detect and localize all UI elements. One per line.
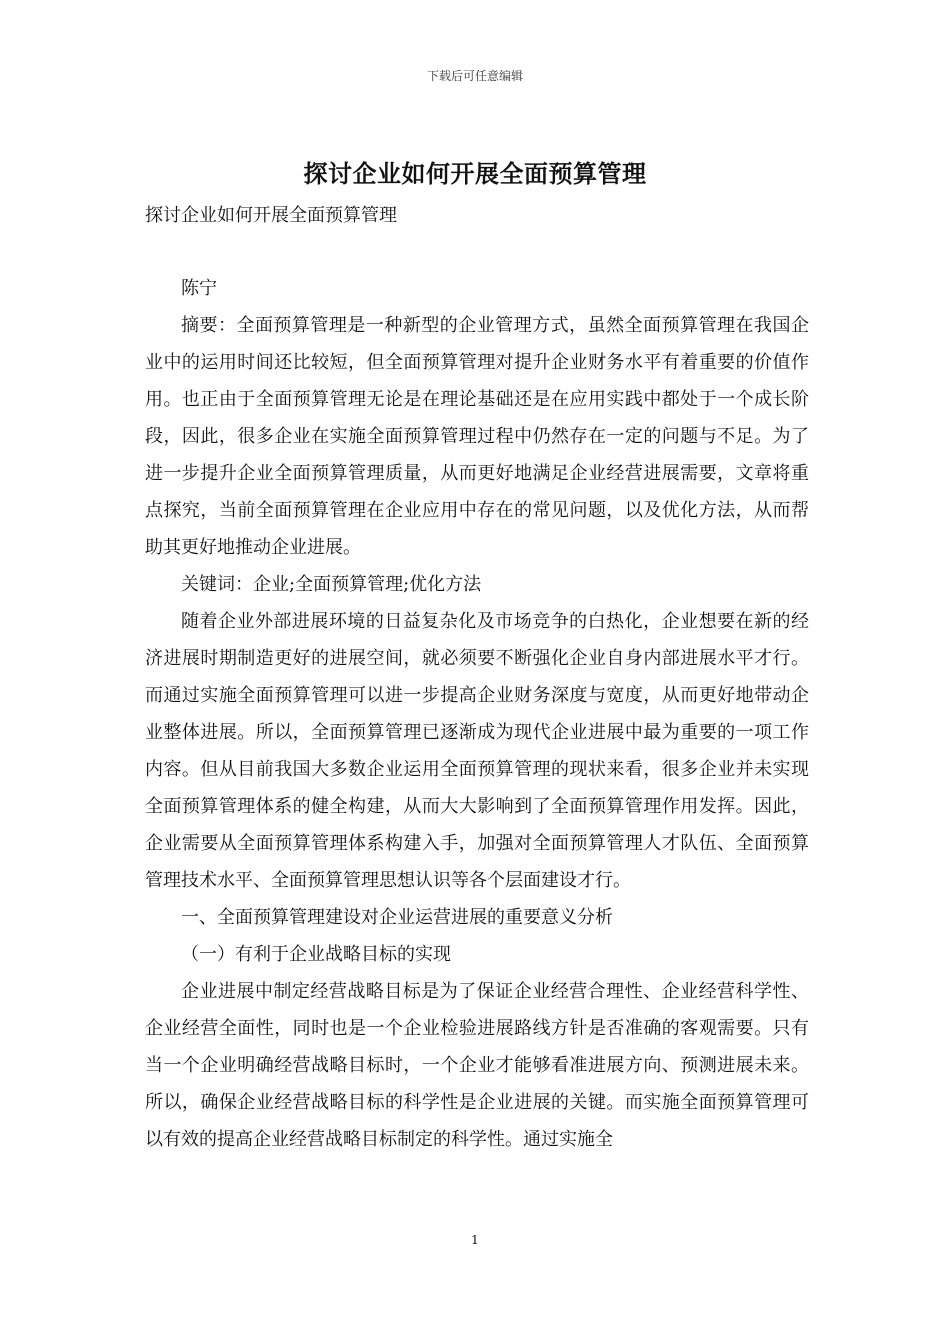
intro-paragraph: 随着企业外部进展环境的日益复杂化及市场竞争的白热化，企业想要在新的经济进展时期制造更好的进展空间，就必须要不断强化企业自身内部进展水平才行。而通过实施全面预算管理可以进一步提高企业财务深度与宽度，从而更好地带动企业整体进展。所以，全面预算管理已逐渐成为现代企业进展中最为重要的一项工作内容。但从目前我国大多数企业运用全面预算管理的现状来看，很多企业并未实现全面预算管理体系的健全构建，从而大大影响到了全面预算管理作用发挥。因此，企业需要从全面预算管理体系构建入手，加强对全面预算管理人才队伍、全面预算管理技术水平、全面预算管理思想认识等各个层面建设才行。 xyxy=(145,611,809,891)
body-paragraph: 企业进展中制定经营战略目标是为了保证企业经营合理性、企业经营科学性、企业经营全面性，同时也是一个企业检验进展路线方针是否准确的客观需要。只有当一个企业明确经营战略目标时，一个企业才能够看准进展方向、预测进展未来。所以，确保企业经营战略目标的科学性是企业进展的关键。而实施全面预算管理可以有效的提高企业经营战略目标制定的科学性。通过实施全 xyxy=(145,981,809,1150)
header-note: 下载后可任意编辑 xyxy=(426,69,523,83)
document-subtitle: 探讨企业如何开展全面预算管理 xyxy=(145,205,397,226)
author-name: 陈宁 xyxy=(181,278,217,299)
section-heading: 一、全面预算管理建设对企业运营进展的重要意义分析 xyxy=(181,907,613,928)
subsection-heading: （一）有利于企业战略目标的实现 xyxy=(181,944,451,965)
keywords-line: 关键词：企业;全面预算管理;优化方法 xyxy=(181,574,482,595)
abstract-paragraph: 摘要：全面预算管理是一种新型的企业管理方式，虽然全面预算管理在我国企业中的运用时间还比较短，但全面预算管理对提升企业财务水平有着重要的价值作用。也正由于全面预算管理无论是在理论基础还是在应用实践中都处于一个成长阶段，因此，很多企业在实施全面预算管理过程中仍然存在一定的问题与不足。为了进一步提升企业全面预算管理质量，从而更好地满足企业经营进展需要，文章将重点探究，当前全面预算管理在企业应用中存在的常见问题，以及优化方法，从而帮助其更好地推动企业进展。 xyxy=(145,315,809,558)
page-number: 1 xyxy=(471,1233,479,1247)
document-title: 探讨企业如何开展全面预算管理 xyxy=(303,159,647,188)
document-body xyxy=(145,270,809,1158)
